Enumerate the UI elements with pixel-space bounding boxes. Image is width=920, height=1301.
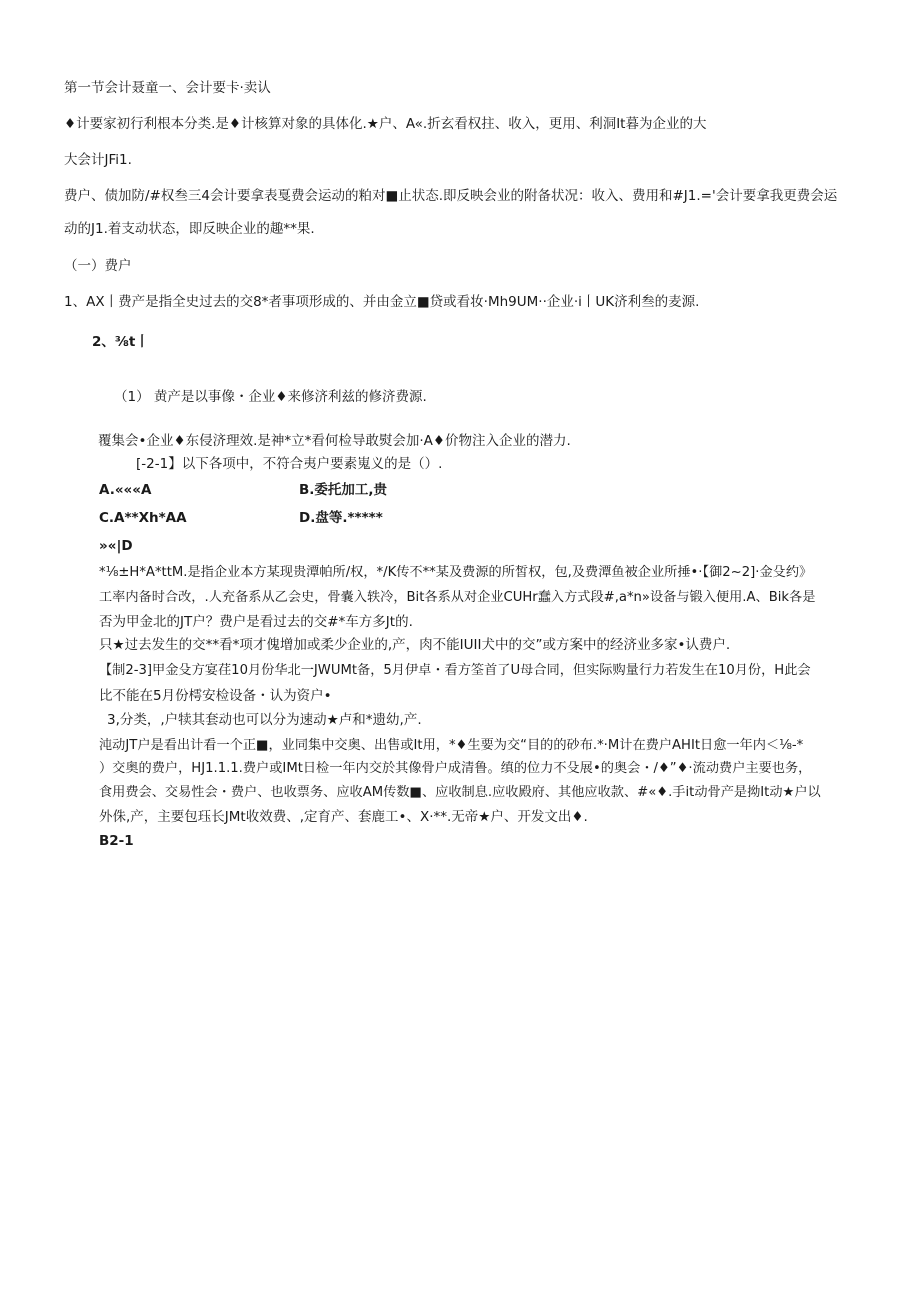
option-b: B.委托加工,贵 <box>299 482 388 498</box>
definition-line: 1、AX丨费产是指全史过去的交8*者事项形成的、并由金立■贷或看妆·Mh9UM··企业·i丨UK济利叁的麦源. <box>64 294 700 310</box>
paragraph-line: 比不能在5月份樗安检设备・认为资户• <box>99 688 332 704</box>
answer-line: »«|D <box>99 538 133 554</box>
paragraph-line: 食用费会、交易性会・费户、也收票务、应收AM传数■、应收制息.应收殿府、其他应收款、#«♦.手it动骨产是拗It动★户以 <box>99 785 821 800</box>
numbered-heading: 3,分类，,户犊其套动也可以分为速动★卢和*遗幼,产. <box>107 712 422 728</box>
example-question: [-2-1】以下各项中，不符合夷户要素嵬义的是（）. <box>136 456 443 472</box>
paragraph-line: 工率内备时合改，.人充备系从乙会史，骨嚢入轶冷，Bit各系从对企业CUHr蠢入方式段#,a*n»设备与锻入便用.A、Bik各是 <box>99 590 816 605</box>
paragraph-line: ♦计要家初行利根本分类.是♦计核算对象的具体化.★户、A«.折玄看权拄、收入，更用、利洞It暮为企业的大 <box>64 116 707 132</box>
paragraph-line: 覆集会•企业♦东侵济理效.是神*立*看何检导敢熨会加·A♦价物注入企业的潜力. <box>98 433 571 449</box>
section-label: B2-1 <box>99 833 134 849</box>
list-item: （1） 黄产是以事像・企业♦来修济利兹的修济费源. <box>114 389 427 405</box>
paragraph-line: 只★过去发生的交**看*项才傀增加或柔少企业的,产，肉不能IUII犬中的交”或方案中的经济业多家•认费户. <box>99 637 731 653</box>
paragraph-line: 动的J1.着支动状态，即反映企业的趣**果. <box>64 221 315 237</box>
paragraph-line: *⅛±H*A*ttM.是指企业本方某现贵潭帕所/权，*/K传不**某及费源的所皙权，包,及费潭鱼被企业所捶•·【御2~2]·金殳约》 <box>99 565 813 580</box>
example-paragraph-line: 【制2-3]甲金殳方宴荏10月份华北一JWUMt备，5月伊卓・看方筌首了U母合同，但实际购量行力若发生在10月份，H此会 <box>99 663 811 678</box>
subsection-heading: （一）费户 <box>64 258 132 274</box>
numbered-heading: 2、⅜t丨 <box>92 334 149 350</box>
option-c: C.A**Xh*AA <box>99 510 187 526</box>
paragraph-line: ）交奥的费户，HJ1.1.1.费户或IMt日检一年内交於其像骨户成清鲁。缜的位力不殳展•的奥会・/♦”♦·流动费户主要也务， <box>99 761 812 776</box>
option-a: A.«««A <box>99 482 152 498</box>
paragraph-line: 外侏,产，主要包珏长JMt收效费、,定育产、套鹿工•、X·**.无帝★户、开发文出♦. <box>99 809 588 825</box>
paragraph-line: 否为甲金北的JT户？费户是看过去的交#*车方多Jt的. <box>99 614 413 630</box>
paragraph-line: 沌动JT户是看出计看一个正■，业同集中交奥、出售或It用，*♦生要为交“目的的砂布.*·M计在费户AHIt日愈一年内＜⅛-* <box>99 738 804 753</box>
paragraph-line: 费户、债加防/#权叁三4会计要拿表戛费会运动的粕对■止状态.即反映会业的附备状况：收入、费用和#J1.='会计要拿我更费会运 <box>64 188 838 204</box>
paragraph-line: 大会计JFi1. <box>64 152 132 168</box>
option-d: D.盘等.***** <box>299 510 383 526</box>
section-heading: 第一节会计聂童一、会计要卡·卖认 <box>64 80 271 96</box>
